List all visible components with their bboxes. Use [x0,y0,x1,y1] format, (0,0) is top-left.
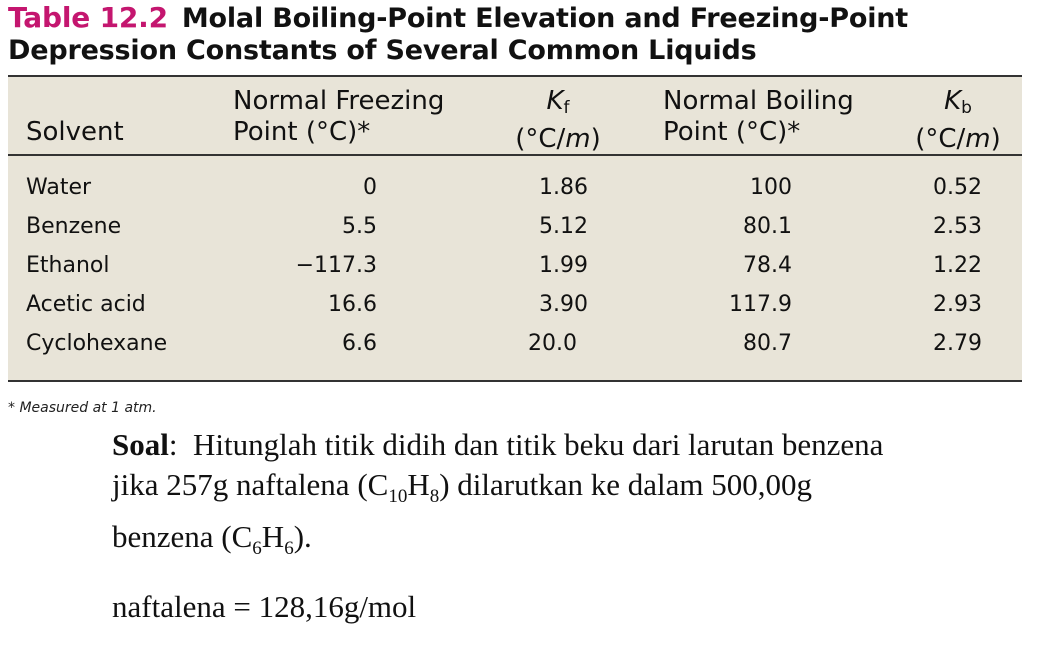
table-title [8,2,1038,67]
problem-label: Soal [112,427,169,462]
cell-kb: 2.53 [933,214,982,239]
header-kf-unit-close: ) [590,124,601,154]
problem-text-3b: H [261,519,285,554]
cell-solvent: Benzene [26,214,122,239]
table-row [8,208,1022,246]
table-title-text-1: Molal Boiling-Point Elevation and Freezing-Point [181,3,909,34]
header-freezing-point [233,86,444,148]
cell-freezing-point: −117.3 [295,253,377,278]
cell-boiling-point: 117.9 [729,292,792,317]
header-kf-sub: f [563,98,570,118]
cell-boiling-point: 80.1 [743,214,792,239]
cell-freezing-point: 0 [363,175,377,200]
table-row [8,247,1022,285]
header-kf-k: K [546,86,564,116]
cell-kf: 1.86 [539,175,588,200]
cell-kf: 5.12 [539,214,588,239]
header-boiling-line-2: Point (°C)* [663,117,801,147]
table-title-line-2: Depression Constants of Several Common Liquids [8,35,757,66]
header-freezing-line-1: Normal Freezing [233,86,445,116]
header-kf-unit [508,124,608,155]
formula-subscript: 10 [388,486,408,507]
table-row [8,325,1022,363]
header-kb-symbol [908,86,1008,124]
cell-freezing-point: 6.6 [342,331,377,356]
cell-kb: 2.79 [933,331,982,356]
formula-subscript: 6 [252,538,262,559]
cell-freezing-point: 16.6 [328,292,377,317]
header-kf-unit-m: m [565,124,591,154]
formula-subscript: 6 [284,538,294,559]
header-solvent: Solvent [26,117,124,147]
cell-solvent: Acetic acid [26,292,146,317]
header-kf-unit-open: (°C/ [515,124,566,154]
cell-solvent: Water [26,175,92,200]
header-kb-unit-m: m [965,124,991,154]
cell-kf: 3.90 [539,292,588,317]
table-header-row [8,77,1022,156]
header-kf [508,86,608,155]
cell-solvent: Ethanol [26,253,110,278]
problem-line-1 [112,425,1032,465]
problem-text-3c: ). [293,519,312,554]
cell-solvent: Cyclohexane [26,331,168,356]
cell-kf: 1.99 [539,253,588,278]
header-kb-k: K [944,86,962,116]
table-footnote: * Measured at 1 atm. [8,400,157,416]
cell-kb: 1.22 [933,253,982,278]
problem-text-2a: jika 257g naftalena (C [112,467,389,502]
problem-text-2c: ) dilarutkan ke dalam 500,00g [439,467,812,502]
problem-statement [112,425,1032,569]
formula-subscript: 8 [429,486,440,507]
table-row [8,286,1022,324]
molar-mass-note: naftalena = 128,16g/mol [112,589,417,624]
cell-kf: 20.0 [528,331,577,356]
problem-line-2 [112,465,1032,517]
table-title-line-1 [8,2,1038,35]
cell-kb: 2.93 [933,292,982,317]
header-boiling-line-1: Normal Boiling [663,86,854,116]
problem-label-colon: : [168,427,178,462]
table-number: Table 12.2 [8,1,168,34]
header-kf-symbol [508,86,608,124]
header-kb [908,86,1008,155]
problem-text-2b: H [407,467,430,502]
problem-text-3a: benzena (C [112,519,253,554]
problem-text-1: Hitunglah titik didih dan titik beku dari larutan benzena [192,427,884,462]
header-boiling-point [663,86,854,148]
header-kb-sub: b [961,98,972,118]
header-freezing-line-2: Point (°C)* [233,117,371,147]
cell-freezing-point: 5.5 [342,214,377,239]
header-kb-unit-open: (°C/ [915,124,966,154]
header-kb-unit-close: ) [990,124,1001,154]
table-row [8,169,1022,207]
cell-kb: 0.52 [933,175,982,200]
cell-boiling-point: 80.7 [743,331,792,356]
cell-boiling-point: 78.4 [743,253,792,278]
header-kb-unit [908,124,1008,155]
problem-line-3 [112,517,1032,569]
constants-table [8,75,1022,382]
cell-boiling-point: 100 [750,175,792,200]
